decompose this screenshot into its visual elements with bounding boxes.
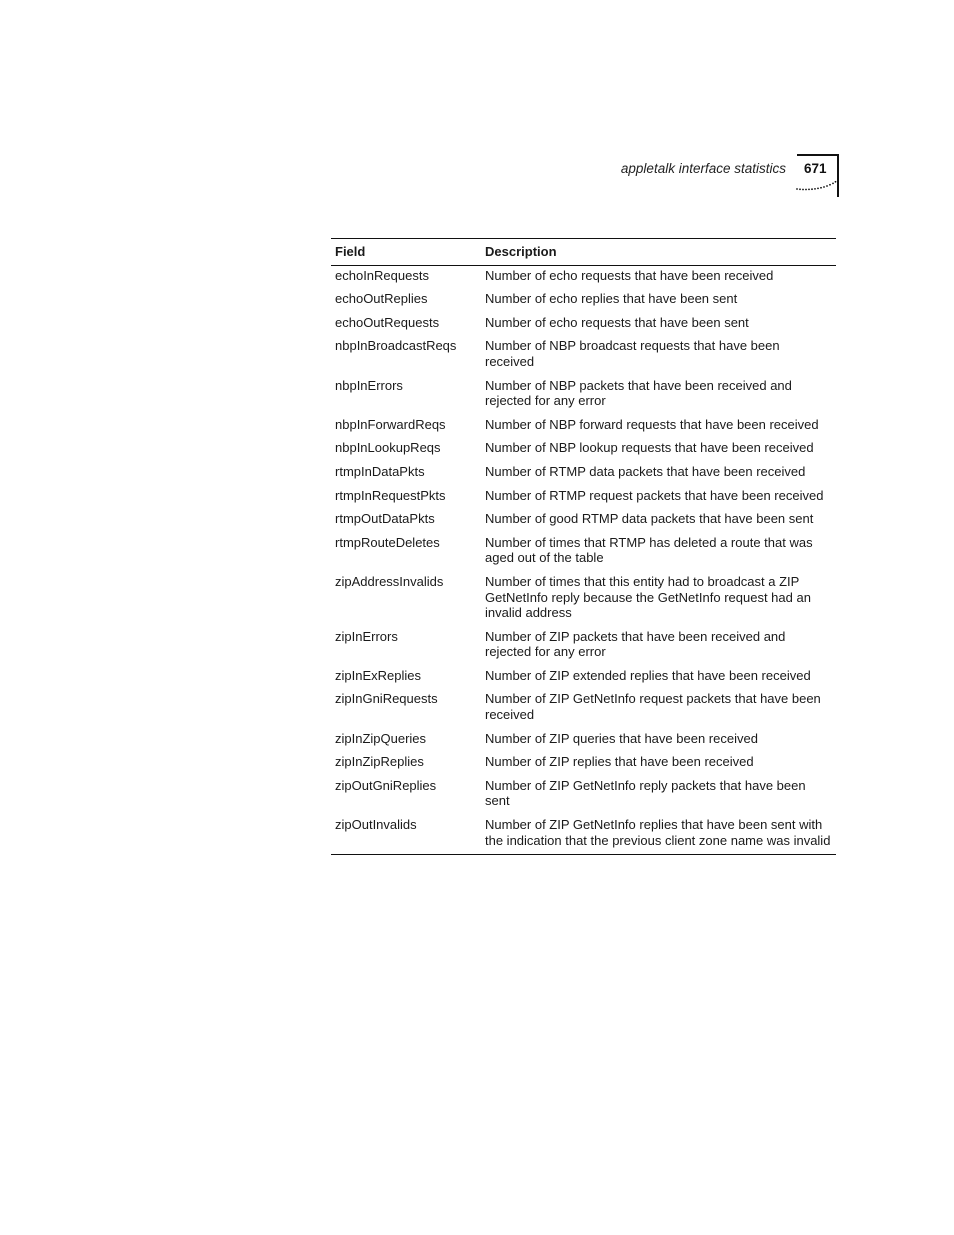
table-row (331, 417, 836, 441)
table-row (331, 511, 836, 535)
field-name-cell: zipInExReplies (335, 667, 421, 683)
field-name-cell: zipAddressInvalids (335, 573, 444, 589)
running-head: appletalk interface statistics (620, 161, 786, 176)
field-name-cell: zipInZipReplies (335, 754, 424, 770)
field-name-cell: zipInGniRequests (335, 691, 438, 707)
field-description-cell: Number of ZIP packets that have been received and rejected for any error (485, 628, 786, 660)
field-description-cell: Number of echo requests that have been sent (485, 314, 749, 330)
table-row (331, 338, 836, 377)
table-header-row (331, 239, 836, 266)
table-row (331, 315, 836, 339)
field-description-cell: Number of ZIP GetNetInfo replies that have been sent with the indication that the previous client zone name was invalid (485, 817, 831, 848)
table-row (331, 488, 836, 512)
field-description-cell: Number of ZIP replies that have been received (485, 754, 754, 770)
field-name-cell: echoInRequests (335, 267, 429, 283)
field-description-cell: Number of ZIP GetNetInfo request packets that have been received (485, 691, 821, 723)
field-description-cell: Number of good RTMP data packets that have been sent (485, 511, 814, 527)
table-row (331, 629, 836, 668)
table-row (331, 731, 836, 755)
table-row (331, 754, 836, 778)
table-row (331, 574, 836, 629)
field-name-cell: nbpInBroadcastReqs (335, 338, 457, 354)
table-row (331, 817, 836, 855)
field-description-cell: Number of NBP forward requests that have been received (485, 416, 819, 432)
field-name-cell: rtmpRouteDeletes (335, 534, 440, 550)
field-description-cell: Number of echo replies that have been sent (485, 291, 738, 307)
field-description-cell: Number of NBP broadcast requests that have been received (485, 338, 780, 369)
table-row (331, 691, 836, 730)
field-name-cell: nbpInErrors (335, 377, 403, 393)
field-description-cell: Number of times that RTMP has deleted a route that was aged out of the table (485, 534, 813, 566)
field-name-cell: nbpInForwardReqs (335, 416, 446, 432)
field-name-cell: rtmpInRequestPkts (335, 487, 446, 503)
field-description-cell: Number of RTMP data packets that have been received (485, 463, 806, 479)
table-row (331, 778, 836, 817)
column-header-description: Description (485, 244, 557, 259)
table-row (331, 464, 836, 488)
field-name-cell: echoOutRequests (335, 314, 440, 330)
field-name-cell: echoOutReplies (335, 291, 428, 307)
table-row (331, 291, 836, 315)
statistics-table (331, 238, 836, 855)
field-name-cell: zipOutInvalids (335, 817, 417, 833)
field-name-cell: zipInZipQueries (335, 730, 427, 746)
page-number: 671 (804, 161, 827, 176)
field-description-cell: Number of ZIP queries that have been received (485, 730, 758, 746)
field-description-cell: Number of ZIP extended replies that have been received (485, 667, 811, 683)
statistics-table-container (331, 238, 836, 855)
column-header-field: Field (335, 244, 366, 259)
field-description-cell: Number of ZIP GetNetInfo reply packets that have been sent (485, 777, 806, 809)
table-row (331, 440, 836, 464)
folio-dots-decoration (795, 179, 839, 193)
field-description-cell: Number of times that this entity had to broadcast a ZIP GetNetInfo reply because the GetNetInfo request had an invalid address (485, 573, 811, 621)
table-body (331, 265, 836, 855)
field-name-cell: nbpInLookupReqs (335, 440, 441, 456)
folio-rule-horizontal (797, 154, 838, 156)
field-name-cell: rtmpOutDataPkts (335, 511, 435, 527)
table-row (331, 535, 836, 574)
field-name-cell: zipOutGniReplies (335, 777, 437, 793)
table-row (331, 265, 836, 291)
field-description-cell: Number of RTMP request packets that have been received (485, 487, 824, 503)
field-description-cell: Number of echo requests that have been received (485, 267, 774, 283)
table-row (331, 668, 836, 692)
table-row (331, 378, 836, 417)
field-name-cell: zipInErrors (335, 628, 398, 644)
field-name-cell: rtmpInDataPkts (335, 463, 425, 479)
field-description-cell: Number of NBP lookup requests that have been received (485, 440, 814, 456)
field-description-cell: Number of NBP packets that have been received and rejected for any error (485, 377, 792, 409)
